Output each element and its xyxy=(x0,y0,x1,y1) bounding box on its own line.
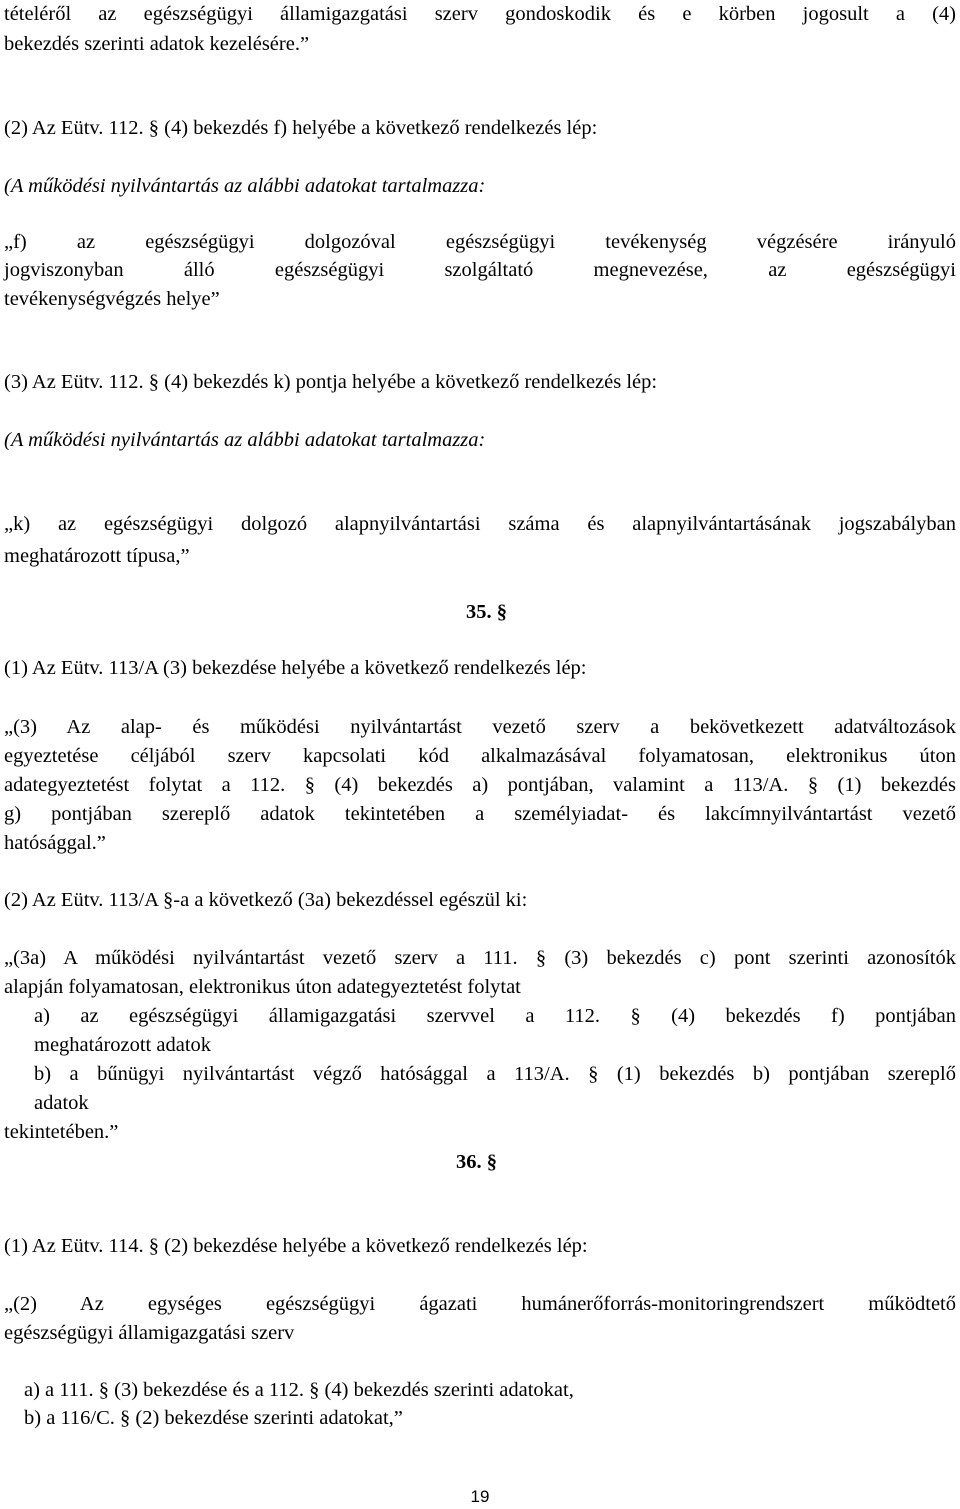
document-page xyxy=(4,0,956,1509)
text-line: (2) Az Eütv. 113/A §-a a következő (3a) bekezdéssel egészül ki: xyxy=(4,889,528,911)
text-line: adatok xyxy=(34,1092,89,1114)
section-heading: 35. § xyxy=(466,601,507,623)
text-line: (3) Az Eütv. 112. § (4) bekezdés k) pontja helyébe a következő rendelkezés lép: xyxy=(4,371,658,393)
text-line: (1) Az Eütv. 114. § (2) bekezdése helyébe a következő rendelkezés lép: xyxy=(4,1235,588,1257)
text-line: a) a 111. § (3) bekezdése és a 112. § (4) bekezdés szerinti adatokat, xyxy=(24,1379,574,1401)
text-line: egészségügyi államigazgatási szerv xyxy=(4,1322,295,1344)
section-heading: 36. § xyxy=(456,1151,497,1173)
text-line: „f) az egészségügyi dolgozóval egészségügyi tevékenység végzésére irányuló xyxy=(4,231,956,253)
text-line: (A működési nyilvántartás az alábbi adatokat tartalmazza: xyxy=(4,175,486,197)
text-line: (A működési nyilvántartás az alábbi adatokat tartalmazza: xyxy=(4,429,486,451)
text-line: alapján folyamatosan, elektronikus úton adategyeztetést folytat xyxy=(4,976,521,998)
text-line: „(3a) A működési nyilvántartást vezető szerv a 111. § (3) bekezdés c) pont szerinti azonosítók xyxy=(4,947,956,969)
text-line: tekintetében.” xyxy=(4,1121,119,1143)
text-line: b) a bűnügyi nyilvántartást végző hatósággal a 113/A. § (1) bekezdés b) pontjában szereplő xyxy=(34,1063,956,1085)
text-line: (2) Az Eütv. 112. § (4) bekezdés f) helyébe a következő rendelkezés lép: xyxy=(4,117,598,139)
text-line: tevékenységvégzés helye” xyxy=(4,288,220,310)
text-line: a) az egészségügyi államigazgatási szervvel a 112. § (4) bekezdés f) pontjában xyxy=(34,1005,956,1027)
text-line: hatósággal.” xyxy=(4,832,106,854)
text-line: tételéről az egészségügyi államigazgatási szerv gondoskodik és e körben jogosult a (4) xyxy=(4,3,956,25)
text-line: adategyeztetést folytat a 112. § (4) bekezdés a) pontjában, valamint a 113/A. § (1) bekezdés xyxy=(4,774,956,796)
text-line: meghatározott adatok xyxy=(34,1034,212,1056)
page-number: 19 xyxy=(470,1487,490,1506)
text-line: (1) Az Eütv. 113/A (3) bekezdése helyébe a következő rendelkezés lép: xyxy=(4,657,587,679)
text-line: „(2) Az egységes egészségügyi ágazati humánerőforrás-monitoringrendszert működtető xyxy=(4,1293,956,1315)
text-line: „k) az egészségügyi dolgozó alapnyilvántartási száma és alapnyilvántartásának jogszabályban xyxy=(4,513,956,535)
text-line: „(3) Az alap- és működési nyilvántartást vezető szerv a bekövetkezett adatváltozások xyxy=(4,716,956,738)
text-line: egyeztetése céljából szerv kapcsolati kód alkalmazásával folyamatosan, elektronikus úton xyxy=(4,745,956,767)
text-line: jogviszonyban álló egészségügyi szolgáltató megnevezése, az egészségügyi xyxy=(4,259,956,281)
text-line: meghatározott típusa,” xyxy=(4,545,190,567)
text-line: b) a 116/C. § (2) bekezdése szerinti adatokat,” xyxy=(24,1407,403,1429)
text-line: bekezdés szerinti adatok kezelésére.” xyxy=(4,33,310,55)
text-line: g) pontjában szereplő adatok tekintetében a személyiadat- és lakcímnyilvántartást vezető xyxy=(4,803,956,825)
